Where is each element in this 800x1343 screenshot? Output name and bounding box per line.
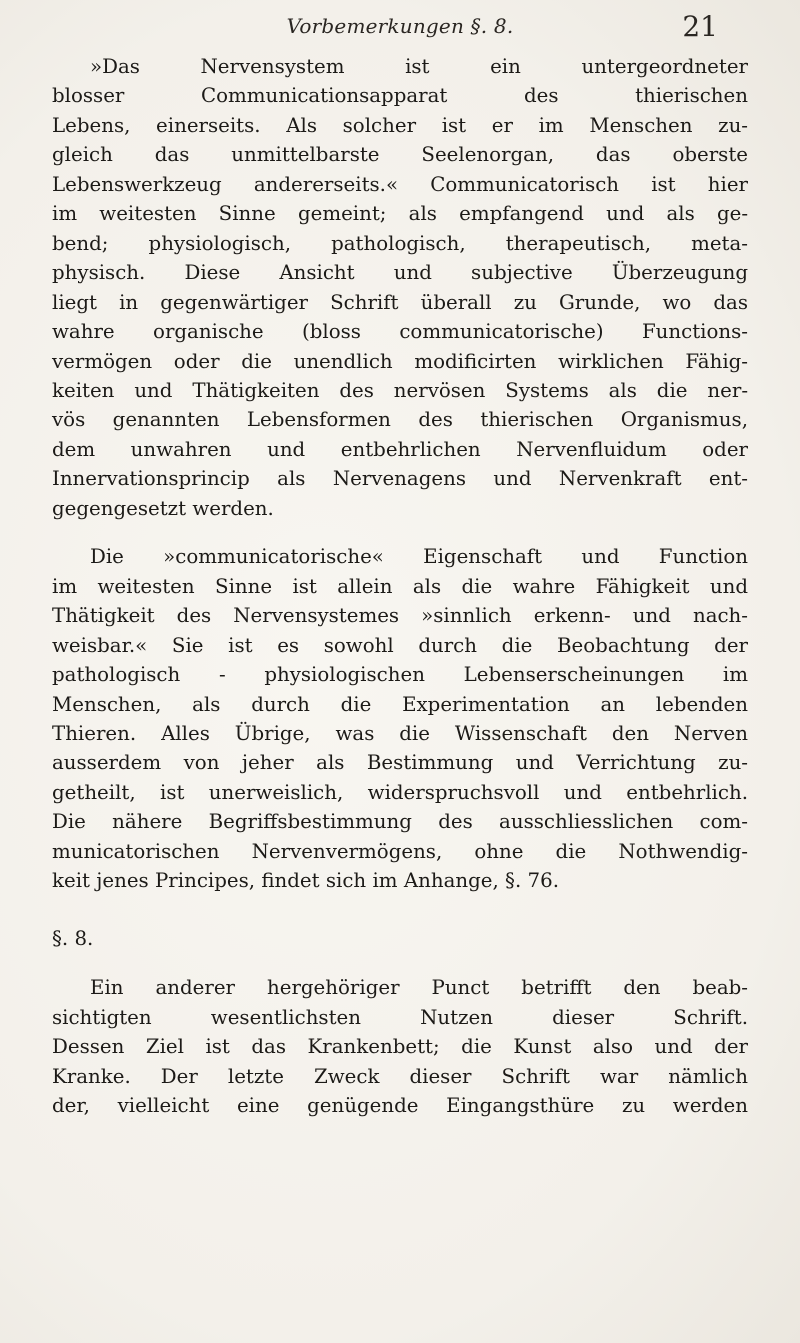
running-title: Vorbemerkungen §. 8. bbox=[286, 14, 514, 38]
paragraph-gap bbox=[52, 523, 748, 542]
text-line: blosser Communicationsapparat des thierischen bbox=[52, 84, 748, 108]
text-line: dem unwahren und entbehrlichen Nervenfluidum oder bbox=[52, 437, 748, 461]
text-line: im weitesten Sinne ist allein als die wahre Fähigkeit und bbox=[52, 574, 748, 598]
page-number: 21 bbox=[682, 10, 718, 43]
text-line: Innervationsprincip als Nervenagens und Nervenkraft ent- bbox=[52, 467, 748, 491]
text-line: weisbar.« Sie ist es sowohl durch die Beobachtung der bbox=[52, 633, 748, 657]
text-line: Lebenswerkzeug andererseits.« Communicatorisch ist hier bbox=[52, 172, 748, 196]
text-line: getheilt, ist unerweislich, widerspruchsvoll und entbehrlich. bbox=[52, 780, 748, 804]
text-line: im weitesten Sinne gemeint; als empfangend und als ge- bbox=[52, 202, 748, 226]
text-line: Lebens, einerseits. Als solcher ist er im Menschen zu- bbox=[52, 113, 748, 137]
text-line: bend; physiologisch, pathologisch, therapeutisch, meta- bbox=[52, 231, 748, 255]
body-text bbox=[52, 52, 748, 1120]
text-line: vös genannten Lebensformen des thierischen Organismus, bbox=[52, 408, 748, 432]
text-line: gleich das unmittelbarste Seelenorgan, das oberste bbox=[52, 143, 748, 167]
text-line: Die nähere Begriffsbestimmung des ausschliesslichen com- bbox=[52, 810, 748, 834]
text-line: sichtigten wesentlichsten Nutzen dieser Schrift. bbox=[52, 1005, 748, 1029]
text-line: wahre organische (bloss communicatorische) Functions- bbox=[52, 320, 748, 344]
text-line: Thätigkeit des Nervensystemes »sinnlich erkenn- und nach- bbox=[52, 604, 748, 628]
text-line: keiten und Thätigkeiten des nervösen Systems als die ner- bbox=[52, 378, 748, 402]
text-line: Die »communicatorische« Eigenschaft und Function bbox=[90, 545, 748, 569]
text-line: liegt in gegenwärtiger Schrift überall zu Grunde, wo das bbox=[52, 290, 748, 314]
text-line: der, vielleicht eine genügende Eingangsthüre zu werden bbox=[52, 1093, 748, 1117]
text-line: vermögen oder die unendlich modificirten wirklichen Fähig- bbox=[52, 349, 748, 373]
text-line: Thieren. Alles Übrige, was die Wissenschaft den Nerven bbox=[52, 721, 748, 745]
text-line: pathologisch - physiologischen Lebenserscheinungen im bbox=[52, 663, 748, 687]
text-line: gegengesetzt werden. bbox=[52, 496, 274, 520]
text-line: Kranke. Der letzte Zweck dieser Schrift war nämlich bbox=[52, 1064, 748, 1088]
text-line: Dessen Ziel ist das Krankenbett; die Kunst also und der bbox=[52, 1035, 748, 1059]
page-header bbox=[0, 8, 800, 48]
text-line: Ein anderer hergehöriger Punct betrifft den beab- bbox=[90, 976, 748, 1000]
text-line: keit jenes Principes, findet sich im Anhange, §. 76. bbox=[52, 869, 559, 893]
text-line: »Das Nervensystem ist ein untergeordneter bbox=[90, 55, 748, 78]
text-line: municatorischen Nervenvermögens, ohne die Nothwendig- bbox=[52, 839, 748, 863]
text-line: physisch. Diese Ansicht und subjective Überzeugung bbox=[52, 261, 748, 285]
text-line: Menschen, als durch die Experimentation an lebenden bbox=[52, 692, 748, 716]
section-heading: §. 8. bbox=[52, 926, 94, 950]
text-line: ausserdem von jeher als Bestimmung und Verrichtung zu- bbox=[52, 751, 748, 775]
